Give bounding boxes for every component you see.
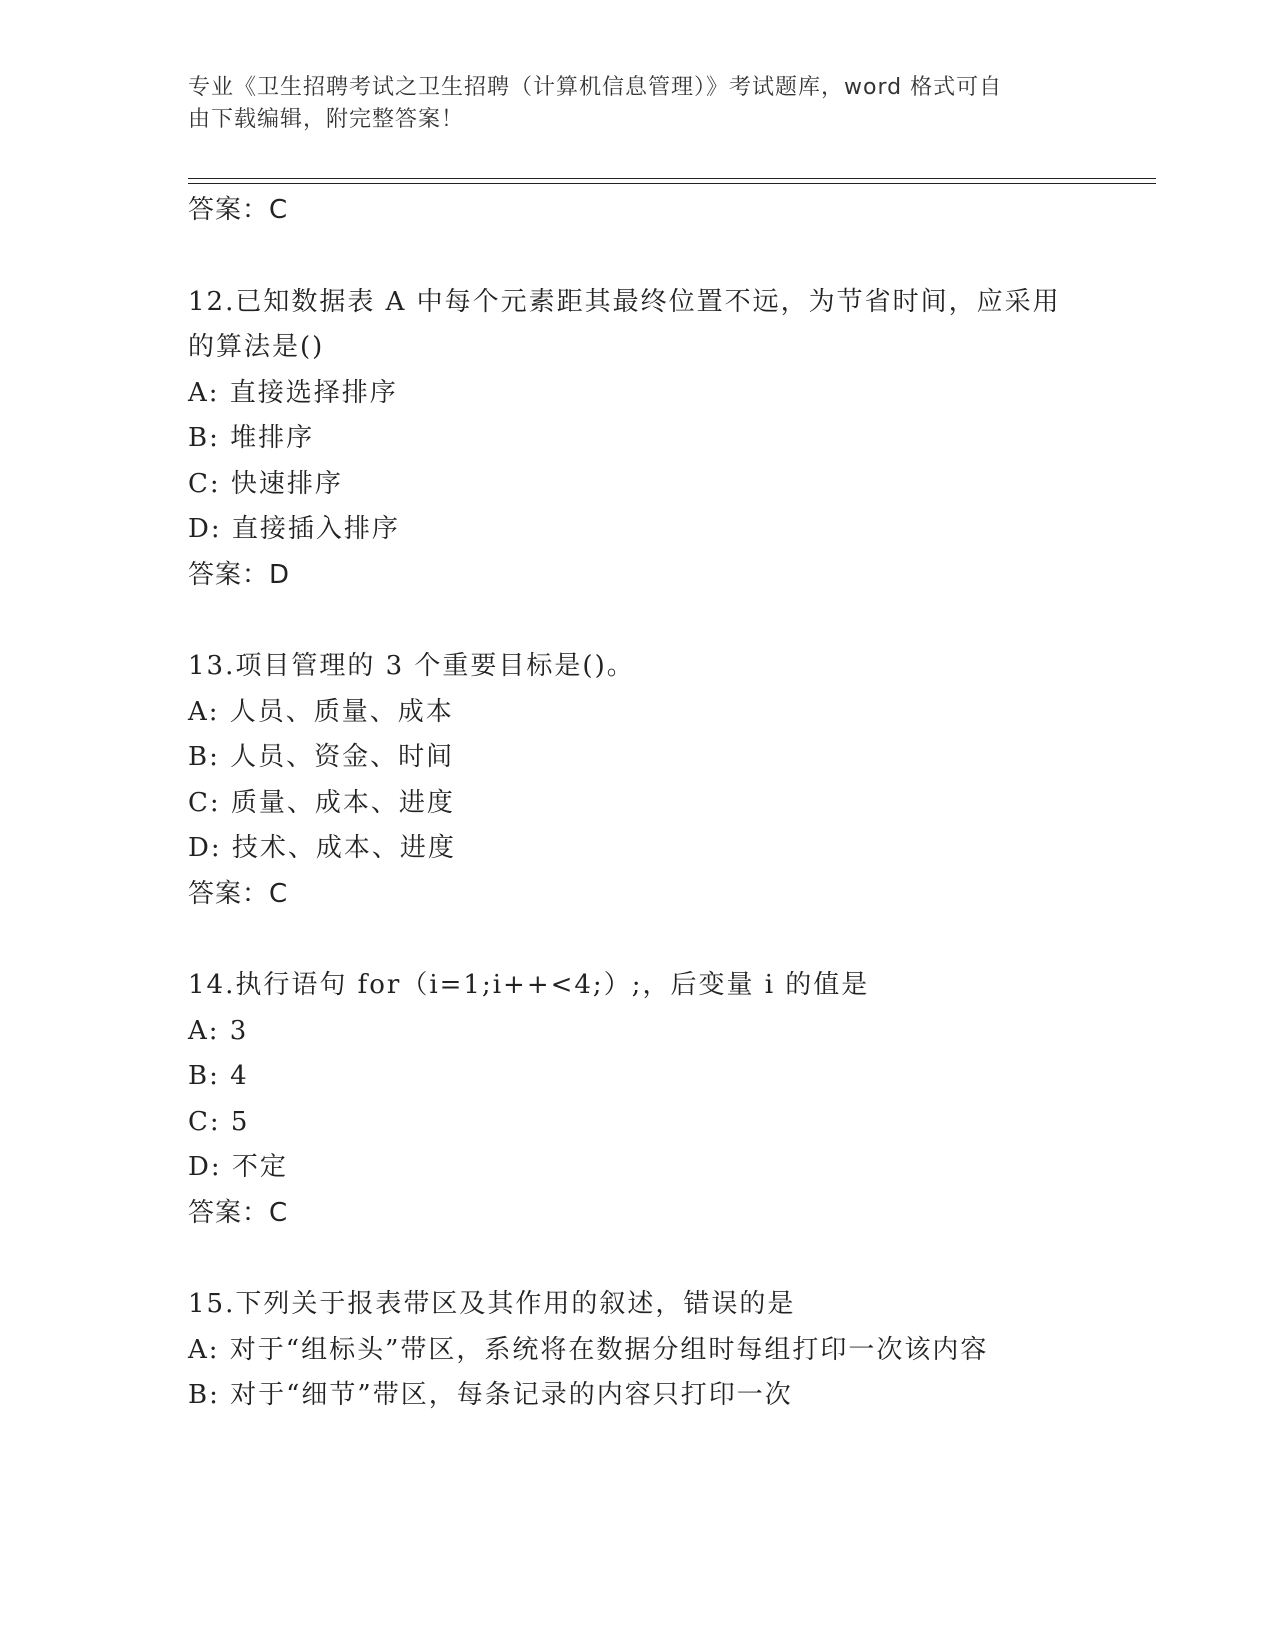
option-a: A: 直接选择排序 [188,377,398,408]
answer: 答案：C [188,1197,289,1228]
header-text-line-2: 由下载编辑，附完整答案！ [188,107,465,132]
spacer [188,234,1088,280]
option-b: B: 堆排序 [188,423,315,453]
option-a: A: 人员、质量、成本 [188,696,454,727]
answer: 答案：D [188,559,291,590]
question-stem: 12.已知数据表 A 中每个元素距其最终位置不远，为节省时间，应采用 [188,286,1061,317]
option-d: D: 直接插入排序 [188,514,400,544]
option-c: C: 质量、成本、进度 [188,787,455,818]
spacer [188,917,1088,963]
page-header [188,72,1068,136]
question-stem: 13.项目管理的 3 个重要目标是()。 [188,651,635,681]
question-13 [188,644,1088,917]
question-stem-continued: 的算法是() [188,332,325,362]
spacer [188,1236,1088,1282]
question-list [188,188,1088,1419]
option-d: D: 不定 [188,1152,288,1182]
option-d: D: 技术、成本、进度 [188,833,456,863]
answer: 答案：C [188,878,289,909]
spacer [188,598,1088,644]
question-stem: 15.下列关于报表带区及其作用的叙述，错误的是 [188,1289,796,1319]
question-stem: 14.执行语句 for（i=1;i++<4;）;，后变量 i 的值是 [188,970,870,1000]
option-b: B: 4 [188,1061,249,1091]
option-c: C: 快速排序 [188,468,343,499]
answer-prev-question: 答案：C [188,195,289,225]
question-14 [188,963,1088,1236]
option-c: C: 5 [188,1106,250,1137]
option-b: B: 人员、资金、时间 [188,742,455,772]
header-text-line-1: 专业《卫生招聘考试之卫生招聘（计算机信息管理）》考试题库，word 格式可自 [188,75,1003,100]
option-a: A: 3 [188,1015,249,1046]
option-a: A: 对于“组标头”带区，系统将在数据分组时每组打印一次该内容 [188,1334,989,1365]
question-12 [188,280,1088,599]
header-divider [188,178,1156,184]
question-15 [188,1282,1088,1419]
option-b: B: 对于“细节”带区，每条记录的内容只打印一次 [188,1380,793,1410]
